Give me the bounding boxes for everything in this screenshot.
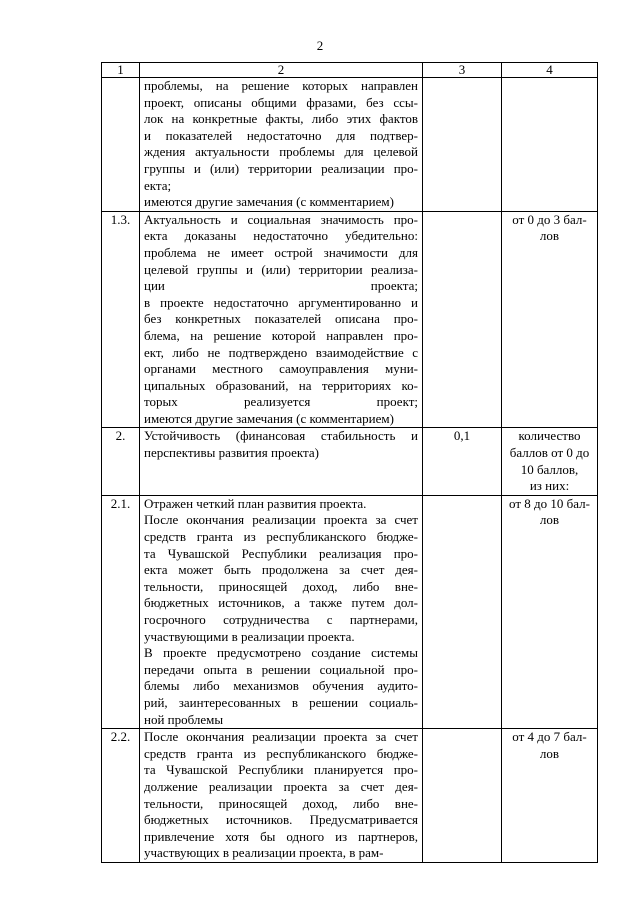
score-line: от 0 до 3 бал- xyxy=(512,211,587,227)
description-line: средств гранта из республиканского бюдже- xyxy=(144,745,418,761)
criterion-description xyxy=(140,428,423,495)
description-line: передачи опыта в решении социальной про- xyxy=(144,661,418,677)
description-line: средств гранта из республиканского бюдже- xyxy=(144,529,418,545)
score-line: 10 баллов, xyxy=(520,461,579,477)
criterion-description xyxy=(140,729,423,863)
item-number: 2.1. xyxy=(102,495,140,728)
description-line: тельности, приносящей доход, либо вне- xyxy=(144,795,418,811)
description-line: екта доказаны недостаточно убедительно: xyxy=(144,228,418,244)
description-line: лок на конкретные факты, либо этих фактов xyxy=(144,111,418,127)
description-line: ципальных образований, на территориях ко- xyxy=(144,377,418,393)
table-body xyxy=(102,78,598,863)
description-line: бюджетных источников, а также путем дол- xyxy=(144,595,418,611)
item-number: 2.2. xyxy=(102,729,140,863)
score-line: лов xyxy=(539,228,560,244)
score-line: лов xyxy=(539,745,560,761)
score-range xyxy=(502,729,598,863)
description-line: ждения актуальности проблемы для целевой xyxy=(144,144,418,160)
description-line: тельности, приносящей доход, либо вне- xyxy=(144,578,418,594)
criterion-description xyxy=(140,211,423,428)
description-line: блемы либо механизмов обучения аудито- xyxy=(144,678,418,694)
description-line: целевой группы и (или) территории реализа- xyxy=(144,261,418,277)
criteria-table xyxy=(101,62,598,863)
description-line: После окончания реализации проекта за счет xyxy=(144,512,418,528)
description-line: и показателей недостаточно для подтвер- xyxy=(144,127,418,143)
table-row xyxy=(102,78,598,212)
description-line: екта; xyxy=(144,177,172,193)
description-line: проект, описаны общими фразами, без ссы- xyxy=(144,94,418,110)
description-line: проблема не имеет острой значимости для xyxy=(144,244,418,260)
column-header-3: 3 xyxy=(423,63,502,78)
weight-coefficient xyxy=(423,495,502,728)
description-line: перспективы развития проекта) xyxy=(144,445,319,461)
score-range xyxy=(502,428,598,495)
column-header-4: 4 xyxy=(502,63,598,78)
description-line: должение реализации проекта за счет дея- xyxy=(144,778,418,794)
description-line: В проекте предусмотрено создание системы xyxy=(144,645,418,661)
description-line: екта может быть продолжена за счет дея- xyxy=(144,562,418,578)
description-line: ной проблемы xyxy=(144,711,224,727)
score-line: количество xyxy=(518,428,581,444)
description-line: та Чувашской Республики планируется про- xyxy=(144,762,418,778)
column-header-1: 1 xyxy=(102,63,140,78)
weight-coefficient xyxy=(423,78,502,212)
description-line: бюджетных источников. Предусматривается xyxy=(144,812,418,828)
description-line: Устойчивость (финансовая стабильность и xyxy=(144,428,418,444)
table-row xyxy=(102,729,598,863)
table-row xyxy=(102,495,598,728)
description-line: участвующими в реализации проекта. xyxy=(144,628,355,644)
description-line: торых реализуется проект; xyxy=(144,394,418,410)
score-range xyxy=(502,495,598,728)
description-line: привлечение хотя бы одного из партнеров, xyxy=(144,828,418,844)
description-line: Актуальность и социальная значимость про- xyxy=(144,211,418,227)
score-line: лов xyxy=(539,512,560,528)
description-line: группы и (или) территории реализации про- xyxy=(144,160,418,176)
description-line: та Чувашской Республики реализация про- xyxy=(144,545,418,561)
weight-coefficient xyxy=(423,729,502,863)
description-line: органами местного самоуправления муни- xyxy=(144,361,418,377)
score-range xyxy=(502,78,598,212)
description-line: проблемы, на решение которых направлен xyxy=(144,78,418,93)
table-row xyxy=(102,428,598,495)
table-header-row xyxy=(102,63,598,78)
description-line: в проекте недостаточно аргументированно и xyxy=(144,294,418,310)
table-row xyxy=(102,211,598,428)
description-line: без конкретных показателей описана про- xyxy=(144,311,418,327)
score-range xyxy=(502,211,598,428)
weight-coefficient: 0,1 xyxy=(423,428,502,495)
description-line: рий, заинтересованных в решении социаль- xyxy=(144,694,418,710)
score-line: из них: xyxy=(529,478,570,494)
score-line: баллов от 0 до xyxy=(509,445,590,461)
description-line: После окончания реализации проекта за счет xyxy=(144,729,418,745)
description-line: Отражен четкий план развития проекта. xyxy=(144,495,367,511)
item-number xyxy=(102,78,140,212)
criterion-description xyxy=(140,495,423,728)
criterion-description xyxy=(140,78,423,212)
description-line: участвующих в реализации проекта, в рам- xyxy=(144,845,384,861)
description-line: ект, либо не подтверждено взаимодействие с xyxy=(144,344,418,360)
column-header-2: 2 xyxy=(140,63,423,78)
page-number: 2 xyxy=(316,38,324,53)
description-line: ции проекта; xyxy=(144,278,418,294)
score-line: от 4 до 7 бал- xyxy=(512,729,587,745)
item-number: 2. xyxy=(102,428,140,495)
score-line: от 8 до 10 бал- xyxy=(509,495,590,511)
description-line: блема, на решение которой направлен про- xyxy=(144,327,418,343)
item-number: 1.3. xyxy=(102,211,140,428)
description-line: имеются другие замечания (с комментарием) xyxy=(144,194,394,210)
description-line: госрочного сотрудничества с партнерами, xyxy=(144,612,418,627)
description-line: имеются другие замечания (с комментарием) xyxy=(144,410,394,426)
weight-coefficient xyxy=(423,211,502,428)
